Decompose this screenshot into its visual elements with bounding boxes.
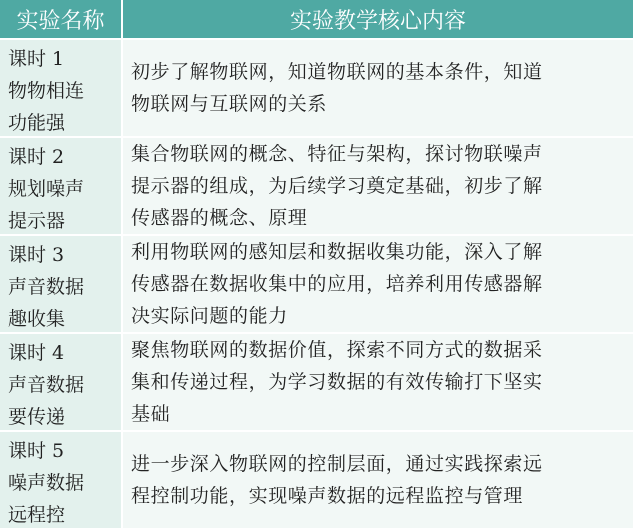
- row-divider: [0, 234, 633, 236]
- row-divider: [0, 332, 633, 334]
- header-core-content: 实验教学核心内容: [123, 0, 633, 38]
- lesson-name-cell: [0, 334, 121, 430]
- content-line: 程控制功能，实现噪声数据的远程监控与管理: [131, 485, 524, 507]
- lesson-name-cell: [0, 40, 121, 136]
- lesson-content-cell: [123, 432, 633, 528]
- lesson-number: 课时 4: [8, 342, 65, 364]
- lesson-content-cell: [123, 40, 633, 136]
- lesson-content-cell: [123, 236, 633, 332]
- lesson-content-cell: [123, 138, 633, 234]
- content-line: 初步了解物联网，知道物联网的基本条件，知道: [131, 61, 543, 83]
- lesson-title-line: 趣收集: [8, 308, 66, 330]
- row-divider: [0, 430, 633, 432]
- lesson-number: 课时 5: [8, 440, 65, 462]
- content-line: 决实际问题的能力: [131, 305, 288, 327]
- content-line: 进一步深入物联网的控制层面，通过实践探索远: [131, 453, 543, 475]
- content-line: 利用物联网的感知层和数据收集功能，深入了解: [131, 241, 543, 263]
- lesson-name-cell: [0, 432, 121, 528]
- lesson-title-line: 规划噪声: [8, 178, 85, 200]
- content-line: 物联网与互联网的关系: [131, 93, 328, 115]
- content-line: 基础: [131, 403, 171, 425]
- lesson-title-line: 声音数据: [8, 276, 85, 298]
- column-divider: [121, 0, 123, 528]
- content-line: 聚焦物联网的数据价值，探索不同方式的数据采: [131, 339, 543, 361]
- lesson-name-cell: [0, 138, 121, 234]
- lesson-name-cell: [0, 236, 121, 332]
- content-line: 传感器的概念、原理: [131, 207, 308, 229]
- lesson-number: 课时 1: [8, 48, 65, 70]
- lesson-title-line: 声音数据: [8, 374, 85, 396]
- lesson-title-line: 物物相连: [8, 80, 85, 102]
- lesson-number: 课时 2: [8, 146, 65, 168]
- lesson-title-line: 提示器: [8, 210, 66, 232]
- lesson-title-line: 功能强: [8, 112, 66, 134]
- content-line: 集和传递过程，为学习数据的有效传输打下坚实: [131, 371, 543, 393]
- row-divider: [0, 38, 633, 40]
- content-line: 提示器的组成，为后续学习奠定基础，初步了解: [131, 175, 543, 197]
- lesson-number: 课时 3: [8, 244, 65, 266]
- content-line: 传感器在数据收集中的应用，培养利用传感器解: [131, 273, 543, 295]
- header-experiment-name: 实验名称: [0, 0, 121, 38]
- lesson-title-line: 远程控: [8, 504, 66, 526]
- lesson-title-line: 噪声数据: [8, 472, 85, 494]
- content-line: 集合物联网的概念、特征与架构，探讨物联噪声: [131, 143, 543, 165]
- row-divider: [0, 136, 633, 138]
- lesson-content-cell: [123, 334, 633, 430]
- lesson-title-line: 要传递: [8, 406, 66, 428]
